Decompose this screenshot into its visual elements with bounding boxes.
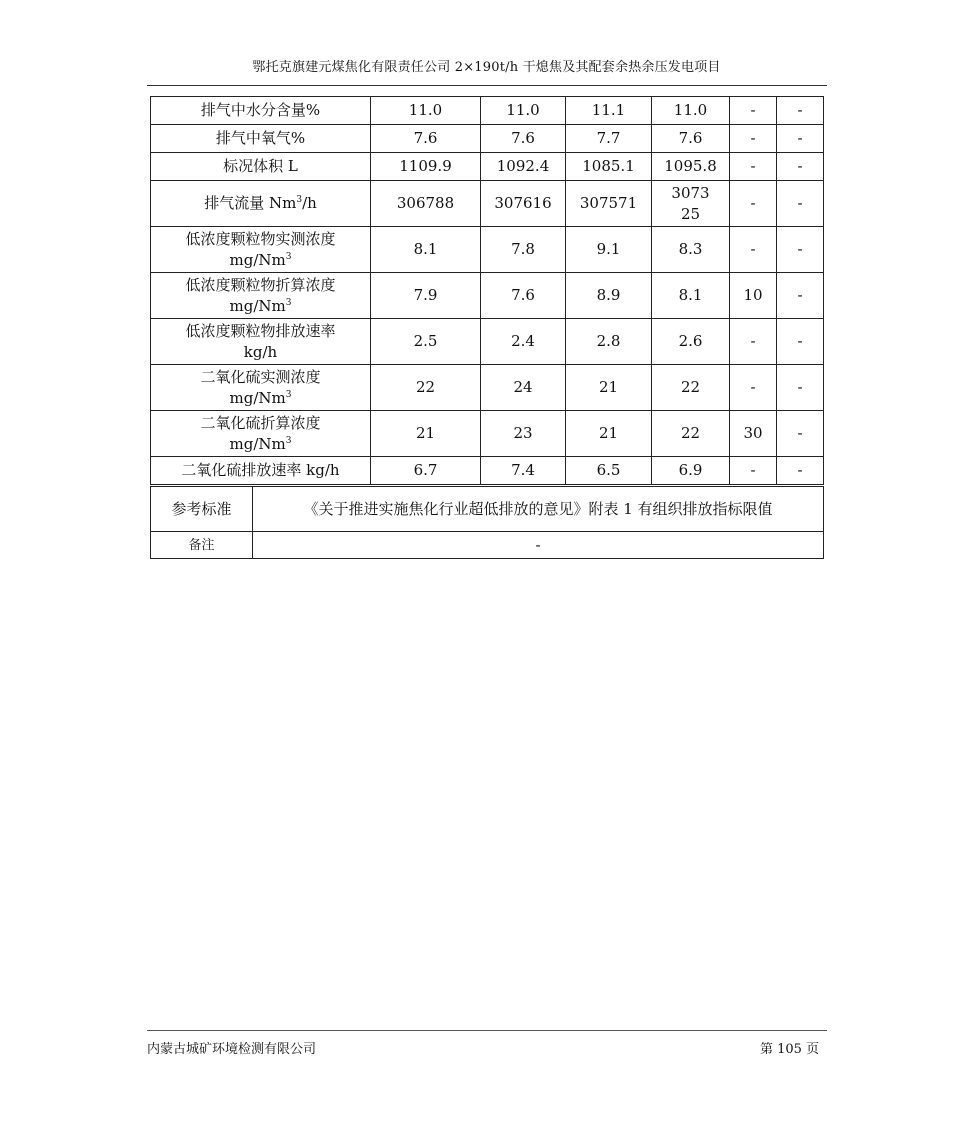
table-cell: 7.8 — [481, 227, 566, 273]
table-row — [151, 273, 824, 319]
table-cell: 2.4 — [481, 319, 566, 365]
reference-row — [151, 487, 824, 532]
table-cell: - — [777, 227, 824, 273]
reference-label: 参考标准 — [151, 487, 253, 532]
row-label: 排气中水分含量% — [151, 97, 371, 125]
table-cell: 6.5 — [566, 457, 652, 485]
table-cell: 21 — [566, 411, 652, 457]
table-cell: 1092.4 — [481, 153, 566, 181]
table-cell: - — [777, 153, 824, 181]
table-cell: 2.8 — [566, 319, 652, 365]
table-cell: - — [777, 273, 824, 319]
remark-text: - — [253, 532, 824, 559]
table-cell: - — [777, 97, 824, 125]
row-label: 标况体积 L — [151, 153, 371, 181]
table-cell: 7.9 — [371, 273, 481, 319]
table-cell: 7.7 — [566, 125, 652, 153]
table-cell: 2.5 — [371, 319, 481, 365]
row-label: 低浓度颗粒物排放速率 kg/h — [151, 319, 371, 365]
monitoring-results-table — [150, 96, 824, 485]
table-cell: - — [730, 97, 777, 125]
row-label: 低浓度颗粒物折算浓度 mg/Nm$^3$ — [151, 273, 371, 319]
table-cell: 7.6 — [481, 273, 566, 319]
row-label: 排气流量 Nm$^3$/h — [151, 181, 371, 227]
table-row — [151, 365, 824, 411]
reference-table — [150, 486, 824, 559]
table-cell: 11.0 — [481, 97, 566, 125]
table-cell: 307571 — [566, 181, 652, 227]
row-label: 低浓度颗粒物实测浓度 mg/Nm$^3$ — [151, 227, 371, 273]
reference-text: 《关于推进实施焦化行业超低排放的意见》附表 1 有组织排放指标限值 — [253, 487, 824, 532]
table-cell: - — [730, 181, 777, 227]
page-header-title: 鄂托克旗建元煤焦化有限责任公司 2×190t/h 干熄焦及其配套余热余压发电项目 — [252, 60, 721, 75]
table-cell: - — [777, 319, 824, 365]
table-row — [151, 457, 824, 485]
table-cell: - — [730, 125, 777, 153]
table-row — [151, 227, 824, 273]
row-label: 二氧化硫折算浓度 mg/Nm$^3$ — [151, 411, 371, 457]
table-cell: - — [777, 457, 824, 485]
table-cell: - — [777, 125, 824, 153]
table-cell: 8.1 — [652, 273, 730, 319]
table-cell: 1109.9 — [371, 153, 481, 181]
table-cell: 1095.8 — [652, 153, 730, 181]
table-row — [151, 181, 824, 227]
footer-divider — [147, 1030, 827, 1031]
table-cell: 24 — [481, 365, 566, 411]
row-label: 排气中氧气% — [151, 125, 371, 153]
row-label: 二氧化硫实测浓度 mg/Nm$^3$ — [151, 365, 371, 411]
table-cell: 11.1 — [566, 97, 652, 125]
table-cell: 9.1 — [566, 227, 652, 273]
table-cell: - — [730, 153, 777, 181]
table-row — [151, 153, 824, 181]
table-cell: 7.6 — [481, 125, 566, 153]
table-cell: - — [777, 411, 824, 457]
table-row — [151, 411, 824, 457]
table-cell: 306788 — [371, 181, 481, 227]
table-cell: 1085.1 — [566, 153, 652, 181]
table-cell: 21 — [371, 411, 481, 457]
table-row — [151, 97, 824, 125]
table-cell: 22 — [652, 365, 730, 411]
row-label: 二氧化硫排放速率 kg/h — [151, 457, 371, 485]
table-cell: - — [730, 227, 777, 273]
table-cell: 6.7 — [371, 457, 481, 485]
table-cell: 8.3 — [652, 227, 730, 273]
table-cell: 307325 — [652, 181, 730, 227]
table-cell: 10 — [730, 273, 777, 319]
table-row — [151, 125, 824, 153]
table-cell: 30 — [730, 411, 777, 457]
table-cell: 8.1 — [371, 227, 481, 273]
table-cell: 6.9 — [652, 457, 730, 485]
table-cell: - — [777, 181, 824, 227]
table-cell: - — [730, 319, 777, 365]
table-row — [151, 319, 824, 365]
header-divider — [147, 85, 827, 86]
table-cell: 11.0 — [371, 97, 481, 125]
table-cell: 307616 — [481, 181, 566, 227]
remark-label: 备注 — [151, 532, 253, 559]
table-cell: - — [730, 457, 777, 485]
footer-page-number: 第 105 页 — [760, 1042, 820, 1057]
remark-row — [151, 532, 824, 559]
table-cell: 8.9 — [566, 273, 652, 319]
table-cell: - — [730, 365, 777, 411]
table-cell: 22 — [371, 365, 481, 411]
table-cell: 2.6 — [652, 319, 730, 365]
table-cell: 7.4 — [481, 457, 566, 485]
footer-company: 内蒙古城矿环境检测有限公司 — [147, 1042, 317, 1057]
table-cell: 11.0 — [652, 97, 730, 125]
table-cell: 7.6 — [371, 125, 481, 153]
table-cell: 23 — [481, 411, 566, 457]
table-cell: 21 — [566, 365, 652, 411]
table-cell: - — [777, 365, 824, 411]
table-cell: 7.6 — [652, 125, 730, 153]
table-cell: 22 — [652, 411, 730, 457]
